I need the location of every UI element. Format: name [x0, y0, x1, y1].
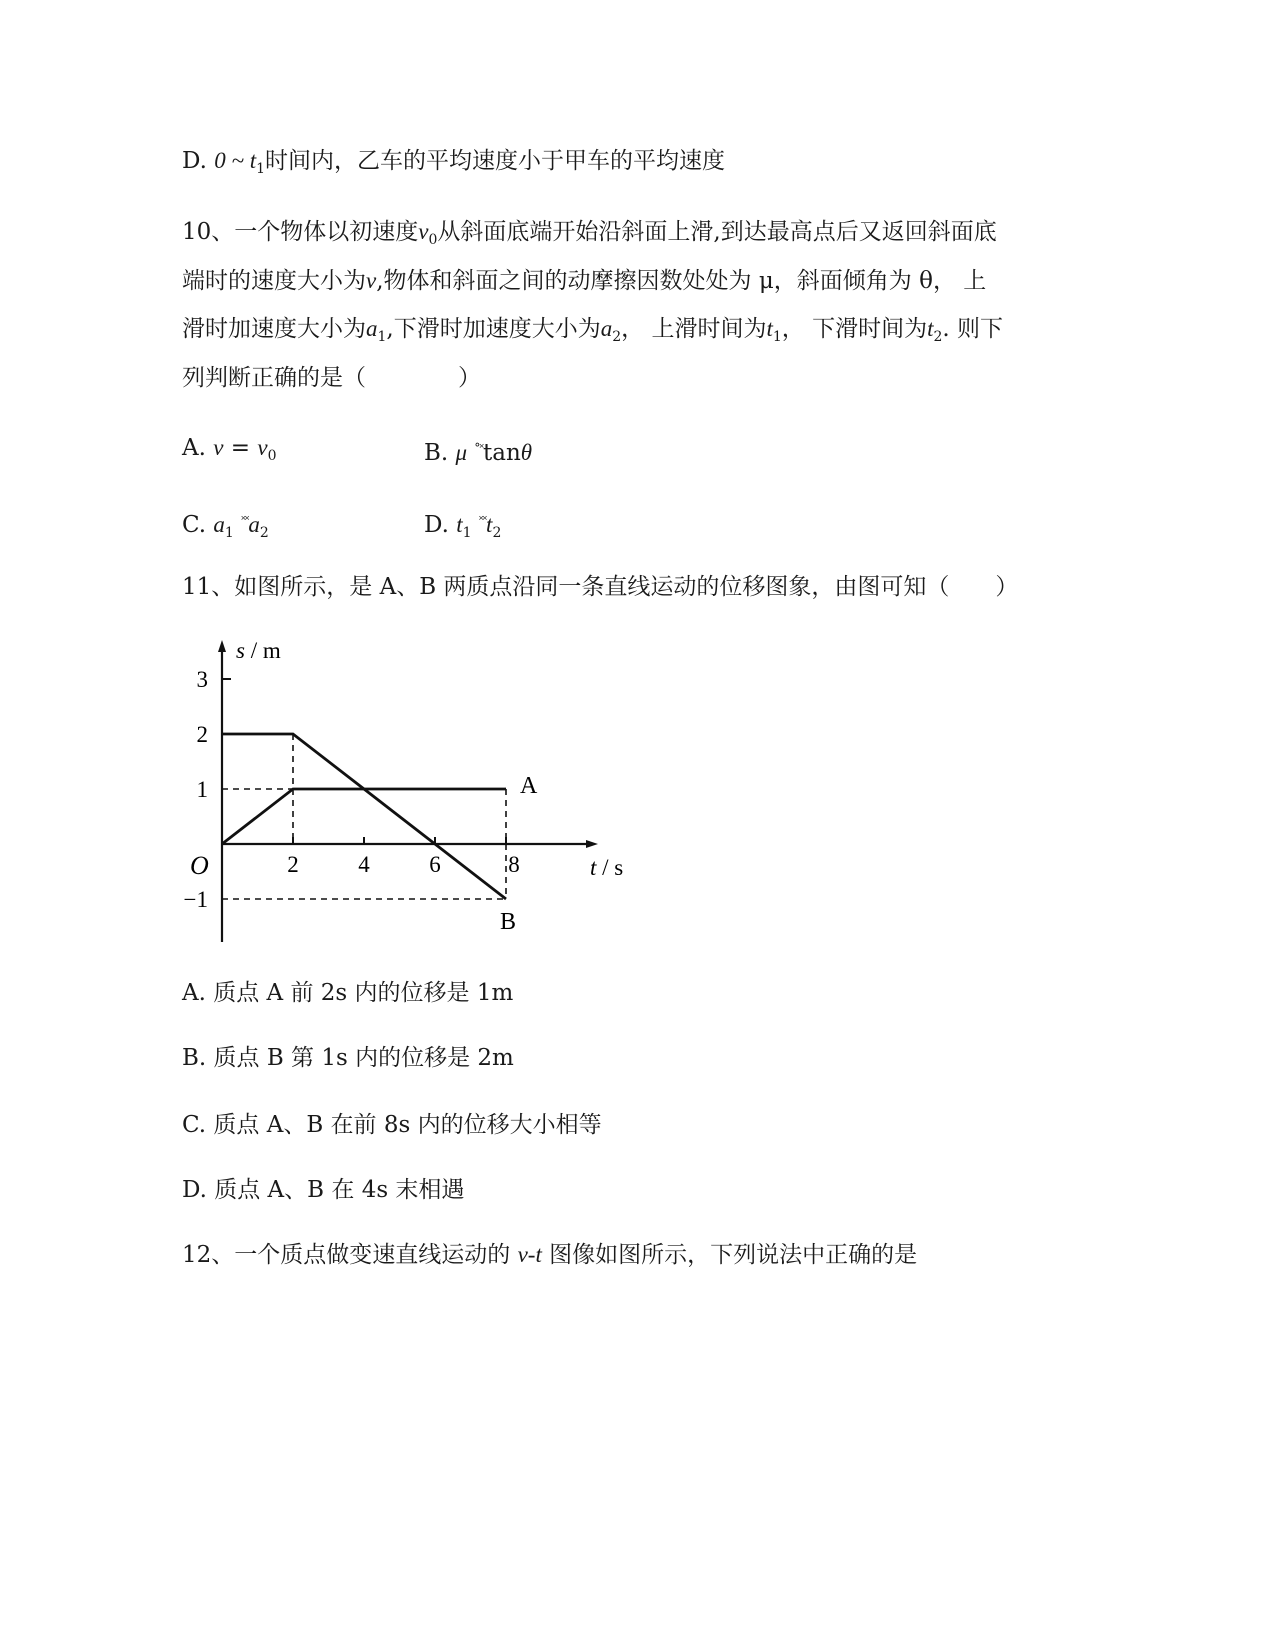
- q10-stem-line-1: 10、一个物体以初速度$v_0$从斜面底端开始沿斜面上滑,到达最高点后又返回斜面底: [182, 219, 997, 248]
- q11-option-b: B. 质点 B 第 1s 内的位移是 2m: [182, 1045, 514, 1071]
- q11-option-d: D. 质点 A、B 在 4s 末相遇: [182, 1177, 465, 1203]
- option-text: 时间内，乙车的平均速度小于甲车的平均速度: [265, 148, 726, 174]
- series-label-a: A: [520, 773, 538, 799]
- y-tick-label: 3: [196, 667, 208, 692]
- math-var: v-t: [517, 1242, 542, 1267]
- q10-stem-line-2: 端时的速度大小为v,物体和斜面之间的动摩擦因数处处为 μ，斜面倾角为 θ， 上: [182, 268, 987, 294]
- series-line-a: [222, 789, 506, 844]
- x-tick-label: 6: [429, 852, 441, 877]
- x-axis-label: t / s: [590, 855, 624, 880]
- q12-stem: 12、一个质点做变速直线运动的 v-t 图像如图所示，下列说法中正确的是: [182, 1242, 918, 1268]
- subscript: 1: [256, 161, 266, 177]
- series-label-b: B: [500, 909, 517, 935]
- x-tick-label: 8: [508, 852, 520, 877]
- q10-stem-line-4: 列判断正确的是（ ）: [182, 365, 481, 391]
- q11-stem: 11、如图所示，是 A、B 两质点沿同一条直线运动的位移图象，由图可知（ ）: [182, 574, 1019, 600]
- y-axis-label: s / m: [236, 638, 281, 663]
- q11-option-a: A. 质点 A 前 2s 内的位移是 1m: [182, 980, 514, 1006]
- q10-option-c: C. $a_1$ $^{˟˟}a_2$: [182, 512, 269, 541]
- x-tick-label: 4: [358, 852, 370, 877]
- math-var: v: [418, 219, 429, 244]
- origin-label: O: [190, 851, 209, 880]
- math-var: 0 ~ t: [214, 148, 257, 173]
- q11-option-c: C. 质点 A、B 在前 8s 内的位移大小相等: [182, 1112, 602, 1138]
- x-axis-arrow: [586, 840, 598, 848]
- y-axis-arrow: [218, 640, 226, 652]
- q10-option-b: B. μ °˟tanθ: [424, 440, 533, 466]
- q10-option-d: D. $t_1$ $^{˟˟}t_2$: [424, 512, 502, 541]
- displacement-time-chart: [180, 630, 650, 960]
- q10-option-a: A. $v = v_0$: [182, 435, 277, 464]
- x-tick-label: 2: [287, 852, 299, 877]
- q9-option-d: [182, 146, 725, 184]
- y-tick-label: −1: [183, 887, 208, 912]
- math-var: v: [366, 268, 377, 293]
- q10-stem-line-3: 滑时加速度大小为$a_1$,下滑时加速度大小为$a_2$， 上滑时间为$t_1$， 下滑时间为$t_2$. 则下: [182, 316, 1004, 345]
- y-tick-label: 2: [196, 722, 208, 747]
- y-tick-label: 1: [196, 777, 208, 802]
- chart-layer: [184, 638, 624, 942]
- option-label: D.: [182, 148, 215, 174]
